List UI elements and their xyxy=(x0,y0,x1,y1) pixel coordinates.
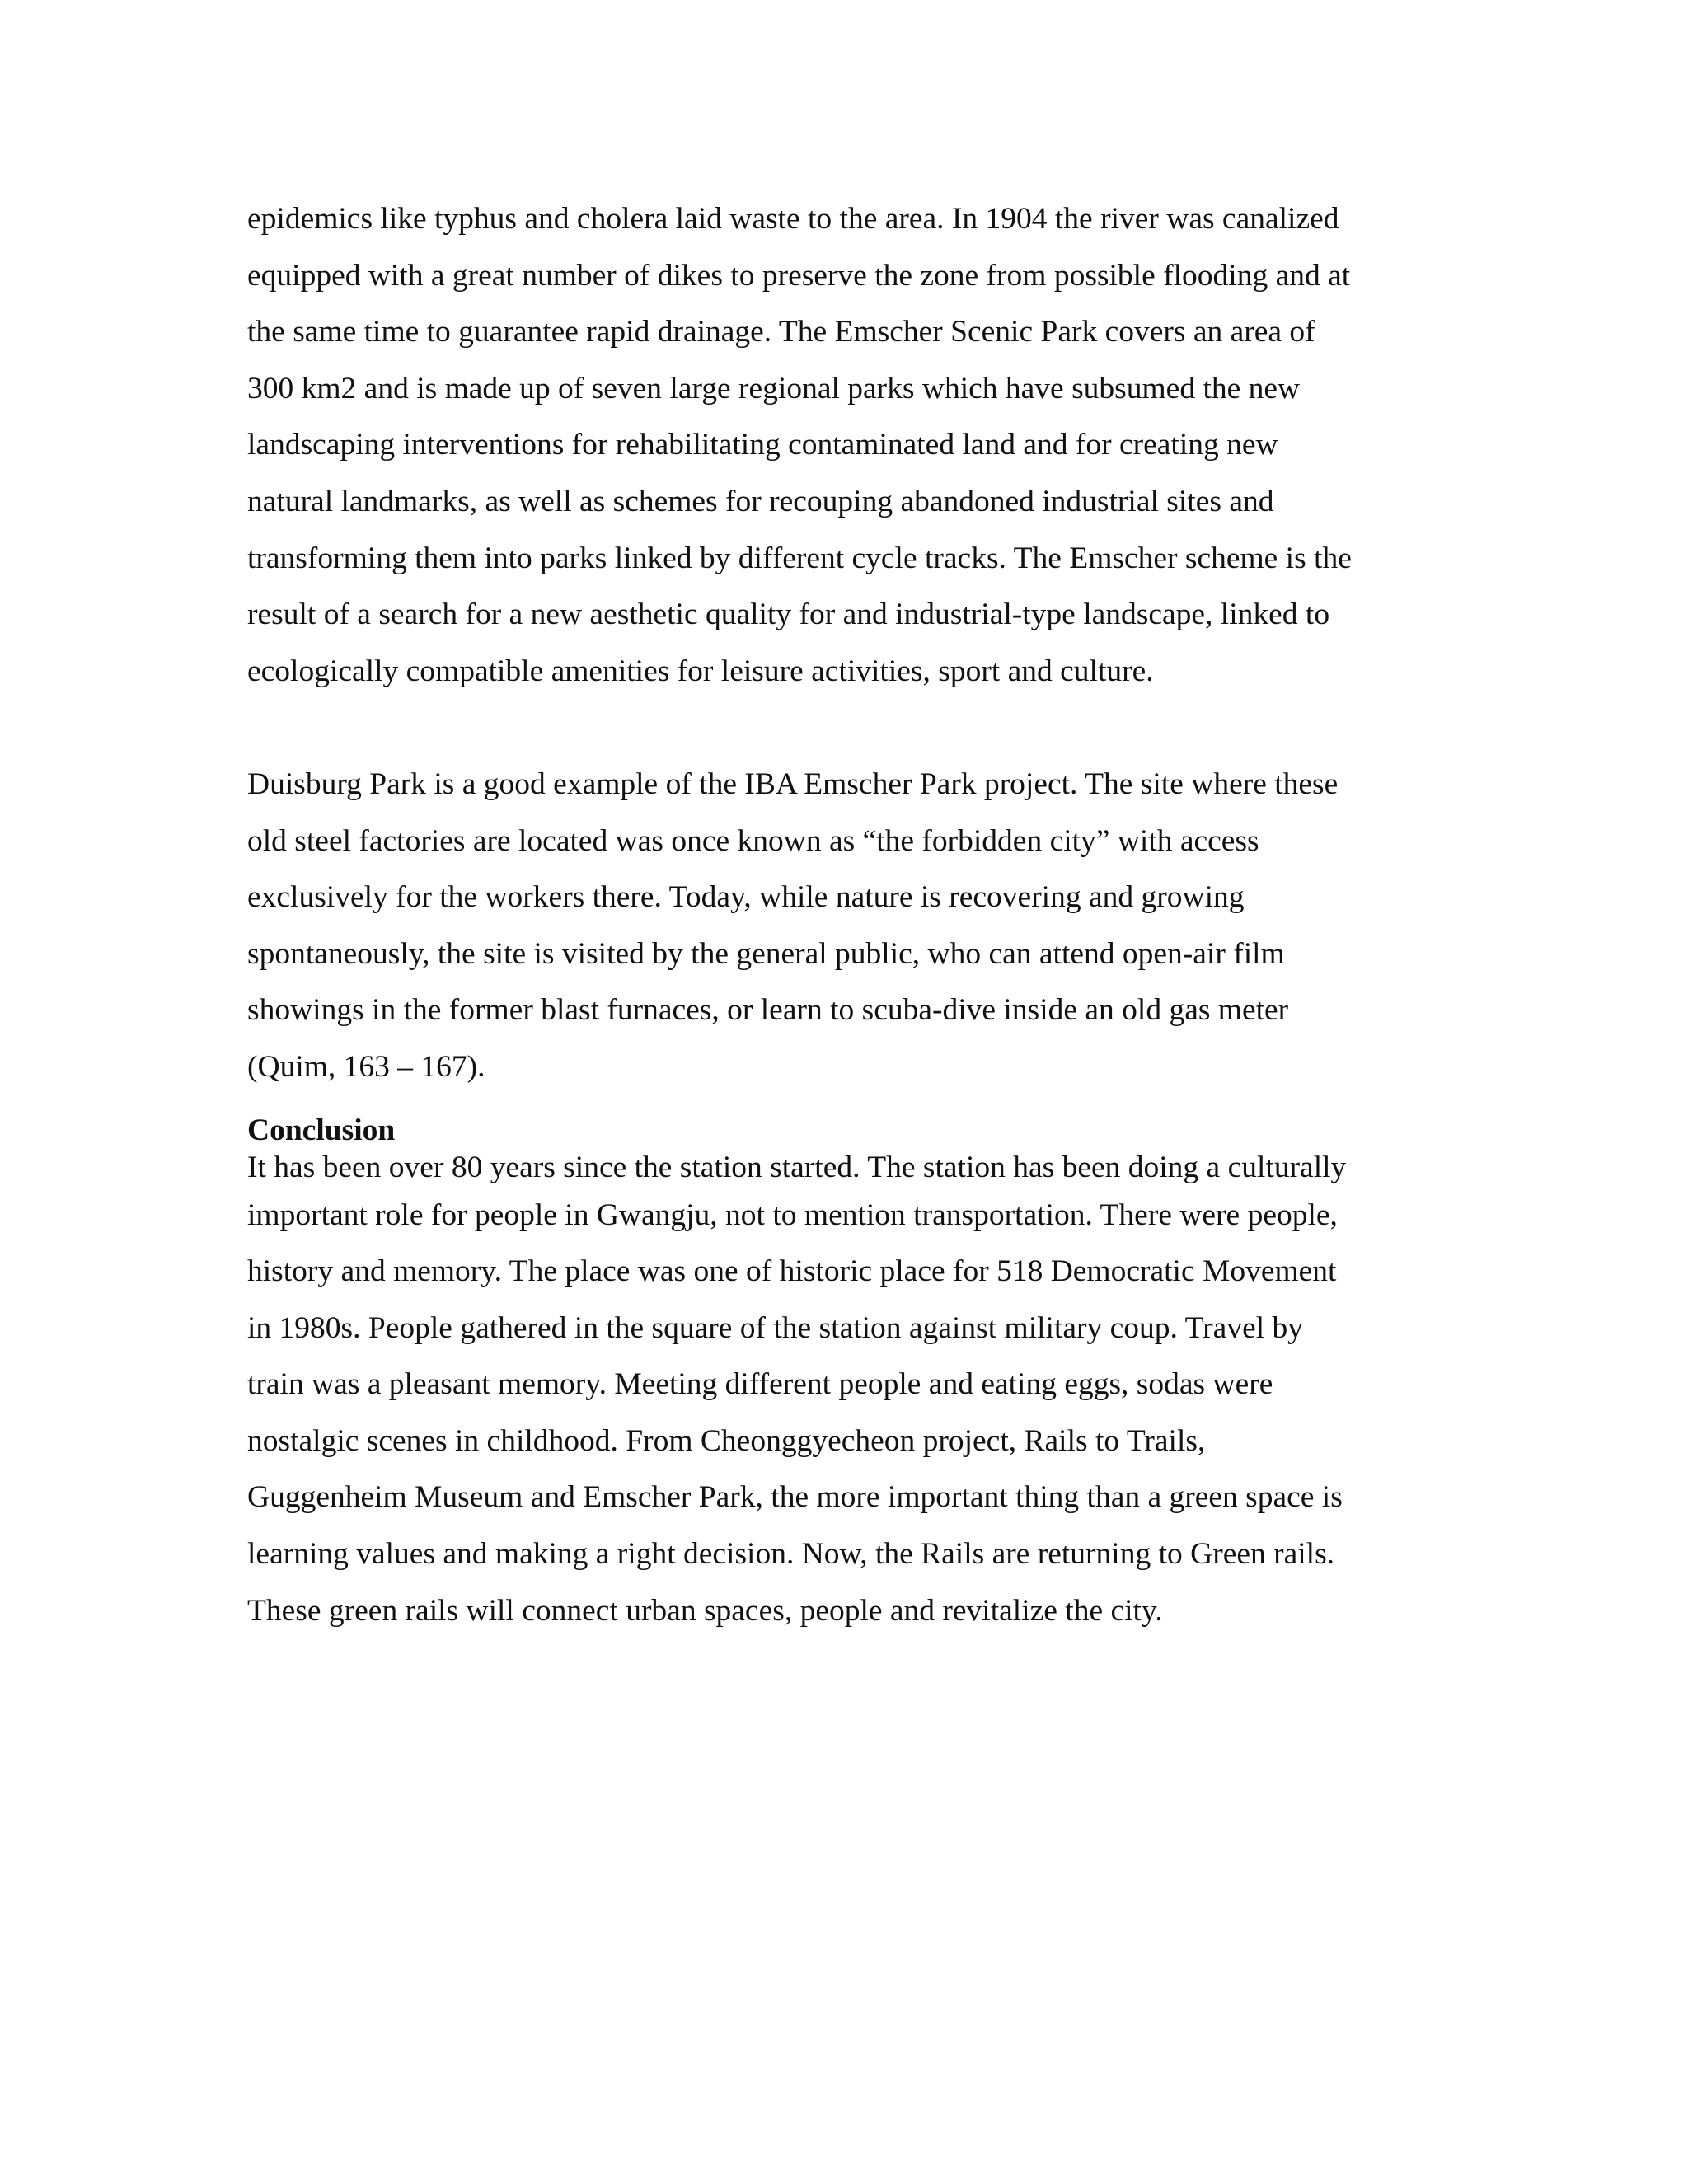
text-line: landscaping interventions for rehabilitating contaminated land and for creating new xyxy=(247,428,1278,462)
text-line: It has been over 80 years since the station started. The station has been doing a culturally xyxy=(247,1150,1347,1184)
text-line: in 1980s. People gathered in the square of the station against military coup. Travel by xyxy=(247,1310,1304,1345)
text-line: important role for people in Gwangju, not to mention transportation. There were people, xyxy=(247,1197,1338,1232)
text-line: natural landmarks, as well as schemes for recouping abandoned industrial sites and xyxy=(247,484,1274,518)
text-line: epidemics like typhus and cholera laid waste to the area. In 1904 the river was canalized xyxy=(247,202,1339,236)
text-line: Duisburg Park is a good example of the IBA Emscher Park project. The site where these xyxy=(247,766,1339,801)
text-line: equipped with a great number of dikes to preserve the zone from possible flooding and at xyxy=(247,258,1351,293)
text-line: train was a pleasant memory. Meeting different people and eating eggs, sodas were xyxy=(247,1367,1273,1402)
text-line: These green rails will connect urban spaces, people and revitalize the city. xyxy=(247,1593,1163,1628)
paragraph-spacer xyxy=(247,1096,1451,1113)
text-line: result of a search for a new aesthetic quality for and industrial-type landscape, linked to xyxy=(247,598,1330,632)
text-line: the same time to guarantee rapid drainage. The Emscher Scenic Park covers an area of xyxy=(247,315,1315,349)
text-line: showings in the former blast furnaces, or learn to scuba-dive inside an old gas meter xyxy=(247,993,1289,1028)
paragraph-conclusion xyxy=(247,1148,1451,1640)
text-line: transforming them into parks linked by different cycle tracks. The Emscher scheme is the xyxy=(247,541,1352,575)
text-line: ecologically compatible amenities for leisure activities, sport and culture. xyxy=(247,654,1154,688)
text-line: exclusively for the workers there. Today, while nature is recovering and growing xyxy=(247,880,1245,915)
paragraph-emscher-park xyxy=(247,191,1451,700)
text-line: history and memory. The place was one of historic place for 518 Democratic Movement xyxy=(247,1254,1337,1289)
section-heading: Conclusion xyxy=(247,1113,396,1147)
page-content xyxy=(247,191,1451,1639)
text-line: 300 km2 and is made up of seven large regional parks which have subsumed the new xyxy=(247,371,1301,405)
text-line: learning values and making a right decision. Now, the Rails are returning to Green rails. xyxy=(247,1537,1335,1572)
conclusion-section xyxy=(247,1113,1451,1640)
paragraph-duisburg-park xyxy=(247,757,1451,1096)
text-line: Guggenheim Museum and Emscher Park, the more important thing than a green space is xyxy=(247,1480,1343,1515)
paragraph-spacer xyxy=(247,700,1451,757)
text-line: nostalgic scenes in childhood. From Cheonggyecheon project, Rails to Trails, xyxy=(247,1423,1206,1458)
text-line: (Quim, 163 – 167). xyxy=(247,1049,485,1084)
text-line: spontaneously, the site is visited by the general public, who can attend open-air film xyxy=(247,936,1285,971)
text-line: old steel factories are located was once known as “the forbidden city” with access xyxy=(247,823,1259,858)
